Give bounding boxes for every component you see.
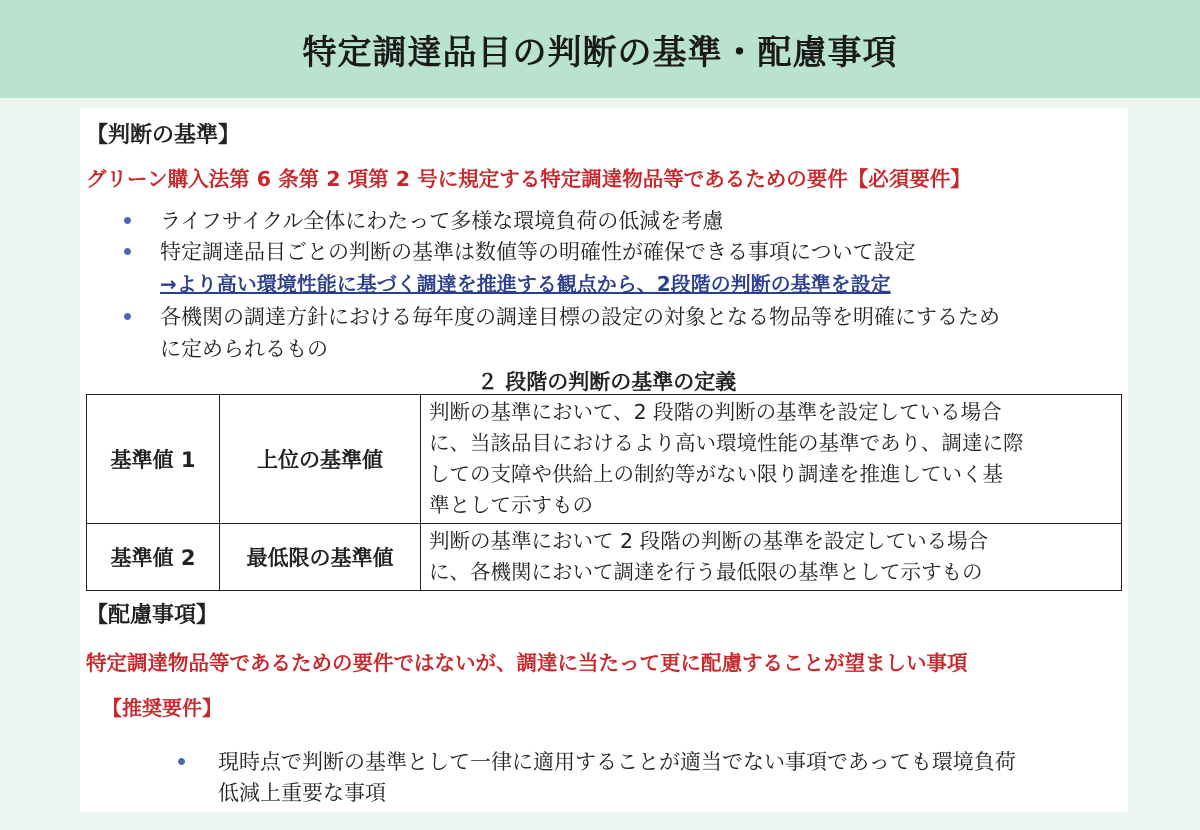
table-row	[87, 395, 1122, 524]
criteria-bullet-2: 特定調達品目ごとの判断の基準は数値等の明確性が確保できる事項について設定	[160, 240, 916, 264]
row-label: 基準値 2	[87, 524, 220, 591]
bullet-dot	[124, 217, 131, 224]
consideration-bullet-line-2: 低減上重要な事項	[218, 781, 386, 805]
content-panel	[80, 108, 1128, 812]
bullet-dot	[124, 248, 131, 255]
desc-line: に、当該品目におけるより高い環境性能の基準であり、調達に際	[429, 431, 1024, 455]
desc-line: 判断の基準において 2 段階の判断の基準を設定している場合	[429, 529, 989, 553]
definition-table	[86, 394, 1122, 591]
desc-line: しての支障や供給上の制約等がない限り調達を推進していく基	[429, 462, 1003, 486]
table-caption: ２ 段階の判断の基準の定義	[477, 370, 737, 394]
bullet-dot	[178, 758, 185, 765]
row-name: 上位の基準値	[220, 395, 421, 524]
criteria-requirement: グリーン購入法第 6 条第 2 項第 2 号に規定する特定調達物品等であるための要件【必須要件】	[86, 167, 971, 191]
row-description	[421, 395, 1122, 524]
desc-line: 準として示すもの	[429, 493, 593, 517]
page-title: 特定調達品目の判断の基準・配慮事項	[302, 32, 898, 73]
recommended-requirement-heading: 【推奨要件】	[102, 696, 222, 720]
consideration-bullet-line-1: 現時点で判断の基準として一律に適用することが適当でない事項であっても環境負荷	[218, 750, 1016, 774]
desc-line: 判断の基準において、2 段階の判断の基準を設定している場合	[429, 400, 1002, 424]
desc-line: に、各機関において調達を行う最低限の基準として示すもの	[429, 560, 983, 584]
table-row	[87, 524, 1122, 591]
criteria-bullet-1: ライフサイクル全体にわたって多様な環境負荷の低減を考慮	[160, 209, 724, 233]
row-name: 最低限の基準値	[220, 524, 421, 591]
criteria-heading: 【判断の基準】	[86, 123, 241, 148]
criteria-bullet-3-cont: に定められるもの	[160, 337, 328, 361]
page-header	[0, 0, 1200, 98]
criteria-bullet-3: 各機関の調達方針における毎年度の調達目標の設定の対象となる物品等を明確にするため	[160, 305, 1000, 329]
consideration-heading: 【配慮事項】	[86, 603, 219, 628]
two-stage-criteria-link[interactable]: →より高い環境性能に基づく調達を推進する観点から、2段階の判断の基準を設定	[160, 272, 891, 296]
row-label: 基準値 1	[87, 395, 220, 524]
row-description	[421, 524, 1122, 591]
consideration-requirement: 特定調達物品等であるための要件ではないが、調達に当たって更に配慮することが望ましい事項	[86, 651, 968, 675]
bullet-dot	[124, 313, 131, 320]
